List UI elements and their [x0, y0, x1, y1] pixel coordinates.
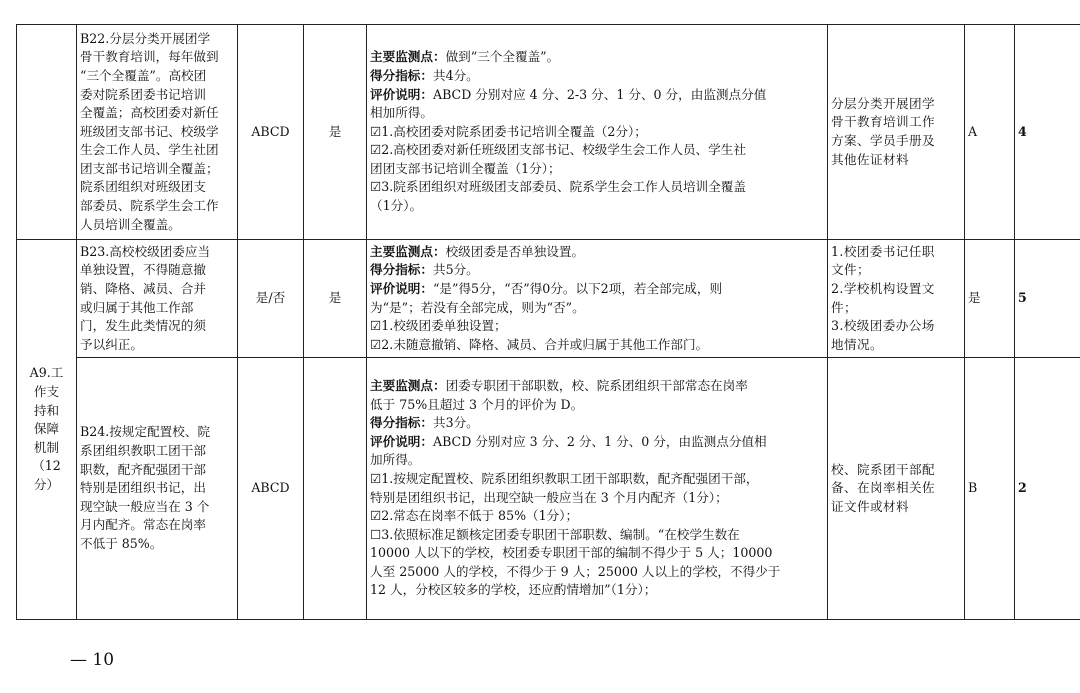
table-row-b23	[17, 240, 1080, 358]
indicator-cell	[77, 240, 238, 358]
category-line: 机制	[33, 439, 60, 455]
indicator-cell	[77, 358, 238, 620]
indicator-line: 或归属于其他工作部	[80, 299, 194, 315]
indicator-line: 系团组织教职工团干部	[80, 443, 206, 459]
indicator-line: 骨干教育培训，每年做到	[80, 49, 219, 65]
indicator-line: 予以纠正。	[80, 336, 143, 352]
indicator-line: 部委员、院系学生会工作	[80, 198, 219, 214]
materials-line: 方案、学员手册及	[831, 133, 935, 148]
monitor-line: 相加所得。	[370, 105, 433, 121]
indicator-line: 月内配齐。常态在岗率	[80, 517, 206, 533]
monitor-line: ☑2.高校团委对新任班级团支部书记、校级学生会工作人员、学生社	[370, 142, 746, 158]
monitor-line: 评价说明：ABCD 分别对应 3 分、2 分、1 分、0 分，由监测点分值相	[370, 433, 767, 449]
monitor-line: 10000 人以下的学校，校团委专职团干部的编制不得少于 5 人；10000	[370, 545, 773, 561]
monitor-line: 评价说明：ABCD 分别对应 4 分、2-3 分、1 分、0 分，由监测点分值	[370, 86, 767, 102]
monitor-line: ☑1.校级团委单独设置；	[370, 318, 507, 334]
core-indicator-cell: 是	[304, 25, 367, 240]
core-indicator-cell: 是	[304, 240, 367, 358]
core-indicator-cell	[304, 358, 367, 620]
indicator-line: B22.分层分类开展团学	[80, 30, 211, 46]
indicator-line: 门，发生此类情况的须	[80, 318, 206, 334]
monitor-line: 评价说明：“是”得5分，“否”得0分。以下2项，若全部完成，则	[370, 280, 723, 296]
category-line: 作支	[33, 384, 60, 400]
indicator-line: B24.按规定配置校、院	[80, 424, 211, 440]
monitor-line: 主要监测点：校级团委是否单独设置。	[370, 243, 585, 259]
monitor-cell	[367, 25, 828, 240]
eval-type-cell: ABCD	[238, 25, 304, 240]
category-line: 保障	[33, 421, 60, 437]
page-number: — 10	[70, 650, 115, 670]
materials-line: 校、院系团干部配	[831, 461, 935, 477]
materials-line: 3.校级团委办公场	[831, 318, 935, 334]
monitor-line: 主要监测点：团委专职团干部职数，校、院系团组织干部常态在岗率	[370, 377, 748, 393]
materials-line: 骨干教育培训工作	[831, 114, 935, 130]
eval-type-cell: ABCD	[238, 358, 304, 620]
monitor-line: 加所得。	[370, 452, 421, 468]
indicator-line: 班级团支部书记、校级学	[80, 123, 219, 139]
materials-cell	[828, 358, 965, 620]
monitor-line: 12 人，分校区较多的学校，还应酌情增加”（1分）；	[370, 582, 657, 598]
monitor-cell	[367, 358, 828, 620]
points-cell: 2	[1015, 358, 1080, 620]
category-cell-empty	[17, 25, 77, 240]
monitor-cell	[367, 240, 828, 358]
monitor-line: 人至 25000 人的学校，不得少于 9 人；25000 人以上的学校，不得少于	[370, 563, 781, 579]
materials-line: 证文件或材料	[831, 498, 909, 514]
indicator-line: 人员培训全覆盖。	[80, 216, 181, 232]
indicator-line: 特别是团组织书记，出	[80, 480, 206, 496]
monitor-line: （1分）。	[370, 198, 423, 214]
indicator-line: “三个全覆盖”。高校团	[80, 67, 207, 83]
indicator-line: 现空缺一般应当在 3 个	[80, 498, 210, 514]
table-row-b22	[17, 25, 1080, 240]
monitor-line: 团团支部书记培训全覆盖（1分）；	[370, 160, 561, 176]
indicator-line: 生会工作人员、学生社团	[80, 142, 219, 158]
grade-cell: A	[965, 25, 1015, 240]
materials-cell	[828, 240, 965, 358]
materials-line: 1.校团委书记任职	[831, 243, 935, 259]
indicator-line: 委对院系团委书记培训	[80, 86, 206, 102]
monitor-line: ☑1.按规定配置校、院系团组织教职工团干部职数，配齐配强团干部，	[370, 470, 759, 486]
materials-cell	[828, 25, 965, 240]
grade-cell: B	[965, 358, 1015, 620]
monitor-line: ☑2.未随意撤销、降格、减员、合并或归属于其他工作部门。	[370, 336, 709, 352]
eval-type-cell: 是/否	[238, 240, 304, 358]
indicator-line: 院系团组织对班级团支	[80, 179, 206, 195]
indicator-line: B23.高校校级团委应当	[80, 243, 211, 259]
indicator-cell	[77, 25, 238, 240]
materials-line: 地情况。	[831, 336, 883, 352]
materials-line: 分层分类开展团学	[831, 95, 935, 111]
materials-line: 其他佐证材料	[831, 151, 909, 167]
category-line: 持和	[33, 402, 60, 418]
monitor-line: ☑1.高校团委对院系团委书记培训全覆盖（2分）；	[370, 123, 647, 139]
monitor-line: 得分指标：共5分。	[370, 262, 479, 278]
monitor-line: 得分指标：共3分。	[370, 415, 479, 431]
monitor-line: 主要监测点：做到“三个全覆盖”。	[370, 49, 560, 65]
materials-line: 2.学校机构设置文	[831, 280, 935, 296]
indicator-line: 不低于 85%。	[80, 535, 163, 551]
monitor-line: ☑2.常态在岗率不低于 85%（1分）；	[370, 508, 579, 524]
monitor-line: 为“是”；若没有全部完成，则为“否”。	[370, 299, 585, 315]
monitor-line: ☑3.院系团组织对班级团支部委员、院系学生会工作人员培训全覆盖	[370, 179, 746, 195]
monitor-line: 得分指标：共4分。	[370, 67, 479, 83]
monitor-line: 特别是团组织书记，出现空缺一般应当在 3 个月内配齐（1分）；	[370, 489, 728, 505]
monitor-line: ☐3.依照标准足额核定团委专职团干部职数、编制。“在校学生数在	[370, 526, 740, 542]
points-cell: 4	[1015, 25, 1080, 240]
indicator-line: 销、降格、减员、合并	[80, 280, 206, 296]
indicator-line: 单独设置，不得随意撤	[80, 262, 206, 278]
materials-line: 备、在岗率相关佐	[831, 480, 935, 496]
table-row-b24	[17, 358, 1080, 620]
grade-cell: 是	[965, 240, 1015, 358]
indicator-line: 团支部书记培训全覆盖；	[80, 160, 219, 176]
category-line: 分）	[33, 476, 60, 492]
materials-line: 文件；	[831, 262, 870, 278]
indicator-line: 全覆盖；高校团委对新任	[80, 105, 219, 121]
points-cell: 5	[1015, 240, 1080, 358]
category-line: A9.工	[29, 365, 64, 381]
monitor-line: 低于 75%且超过 3 个月的评价为 D。	[370, 396, 584, 412]
materials-line: 件；	[831, 299, 857, 315]
indicator-line: 职数，配齐配强团干部	[80, 461, 206, 477]
category-cell	[17, 240, 77, 620]
category-line: （12	[32, 458, 61, 474]
evaluation-table	[16, 24, 1080, 620]
